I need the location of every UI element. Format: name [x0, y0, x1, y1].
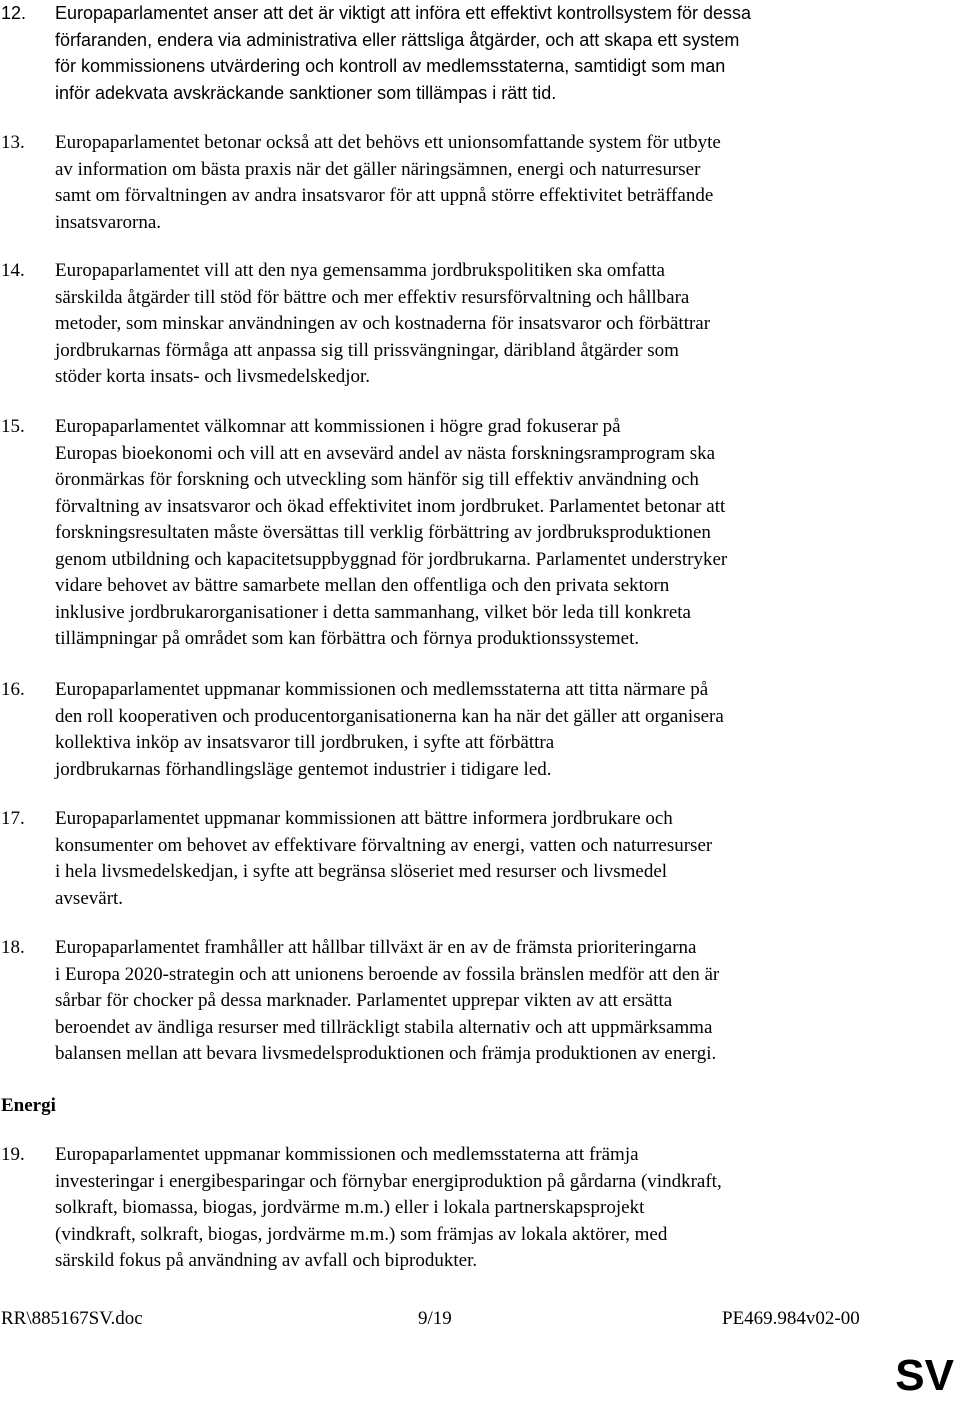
paragraph-number: 14. — [1, 260, 25, 281]
paragraph-line: Europaparlamentet vill att den nya gemensamma jordbrukspolitiken ska omfatta — [55, 260, 665, 281]
paragraph-number: 13. — [1, 132, 25, 153]
paragraph-line: stöder korta insats- och livsmedelskedjor. — [55, 366, 371, 387]
paragraph-line: i Europa 2020-strategin och att unionens beroende av fossila bränslen medför att den är — [55, 963, 720, 985]
paragraph-line: vidare behovet av bättre samarbete mellan den offentliga och den privata sektorn — [55, 575, 670, 596]
paragraph-line: i hela livsmedelskedjan, i syfte att begränsa slöseriet med resurser och livsmedel — [55, 861, 668, 882]
footer-pe-reference: PE469.984v02-00 — [722, 1308, 860, 1329]
paragraph-line: av information om bästa praxis när det gäller näringsämnen, energi och naturresurser — [55, 158, 701, 180]
paragraph-line: förvaltning av insatsvaror och ökad effektivitet inom jordbruket. Parlamentet betonar att — [55, 495, 726, 517]
paragraph-line: genom utbildning och kapacitetsuppbyggnad för jordbrukarna. Parlamentet understryker — [55, 548, 728, 570]
paragraph-line: den roll kooperativen och producentorganisationerna kan ha när det gäller att organisera — [55, 705, 724, 727]
paragraph-number: 17. — [1, 808, 25, 829]
paragraph-line: Europaparlamentet betonar också att det behövs ett unionsomfattande system för utbyte — [55, 132, 721, 153]
paragraph-line: kollektiva inköp av insatsvaror till jordbruken, i syfte att förbättra — [55, 732, 555, 753]
paragraph-line: inför adekvata avskräckande sanktioner som tillämpas i rätt tid. — [55, 82, 557, 103]
paragraph-line: jordbrukarnas förmåga att anpassa sig till prissvängningar, däribland åtgärder som — [55, 339, 679, 361]
paragraph-line: Europas bioekonomi och vill att en avsevärd andel av nästa forskningsramprogram ska — [55, 442, 716, 464]
paragraph-number: 15. — [1, 416, 25, 437]
paragraph-line: sårbar för chocker på dessa marknader. Parlamentet upprepar vikten av att ersätta — [55, 990, 673, 1011]
paragraph-line: Europaparlamentet välkomnar att kommissionen i högre grad fokuserar på — [55, 416, 621, 437]
paragraph-line: Europaparlamentet framhåller att hållbar tillväxt är en av de främsta prioriteringarna — [55, 937, 697, 958]
paragraph-number: 12. — [1, 3, 27, 23]
paragraph-line: (vindkraft, solkraft, biogas, jordvärme m.m.) som främjas av lokala aktörer, med — [55, 1223, 668, 1245]
paragraph-line: forskningsresultaten måste översättas till verklig förbättring av jordbruksproduktionen — [55, 522, 711, 543]
footer-page-number: 9/19 — [418, 1308, 452, 1329]
paragraph-line: särskilda åtgärder till stöd för bättre och mer effektiv resursförvaltning och hållbara — [55, 286, 690, 308]
paragraph-line: Europaparlamentet anser att det är viktigt att införa ett effektivt kontrollsystem för dessa — [55, 3, 752, 23]
paragraph-number: 16. — [1, 679, 25, 700]
paragraph-line: inklusive jordbrukarorganisationer i detta sammanhang, vilket bör leda till konkreta — [55, 601, 691, 623]
paragraph-line: förfaranden, endera via administrativa eller rättsliga åtgärder, och att skapa ett system — [55, 29, 740, 50]
paragraph-line: insatsvarorna. — [55, 211, 162, 233]
paragraph-line: samt om förvaltningen av andra insatsvaror för att uppnå större effektivitet beträffande — [55, 185, 714, 206]
paragraph-number: 19. — [1, 1144, 25, 1165]
paragraph-line: Europaparlamentet uppmanar kommissionen att bättre informera jordbrukare och — [55, 808, 673, 829]
paragraph-line: beroendet av ändliga resurser med tillräckligt stabila alternativ och att uppmärksamma — [55, 1016, 713, 1038]
paragraph-line: för kommissionens utvärdering och kontroll av medlemsstaterna, samtidigt som man — [55, 56, 726, 76]
paragraph-line: Europaparlamentet uppmanar kommissionen och medlemsstaterna att främja — [55, 1144, 639, 1165]
paragraph-line: öronmärkas för forskning och utveckling som hänför sig till effektiv användning och — [55, 469, 699, 490]
paragraph-line: särskild fokus på användning av avfall och biprodukter. — [55, 1250, 478, 1271]
paragraph-line: konsumenter om behovet av effektivare förvaltning av energi, vatten och naturresurser — [55, 834, 713, 856]
paragraph-line: metoder, som minskar användningen av och kostnaderna för insatsvaror och förbättrar — [55, 313, 711, 334]
section-heading: Energi — [1, 1095, 56, 1116]
language-badge: SV — [895, 1351, 954, 1400]
paragraph-line: jordbrukarnas förhandlingsläge gentemot industrier i tidigare led. — [55, 758, 552, 780]
paragraph-line: investeringar i energibesparingar och förnybar energiproduktion på gårdarna (vindkraft, — [55, 1170, 722, 1192]
paragraph-line: solkraft, biomassa, biogas, jordvärme m.m.) eller i lokala partnerskapsprojekt — [55, 1197, 645, 1218]
footer-document-reference: RR\885167SV.doc — [1, 1308, 143, 1329]
paragraph-line: tillämpningar på området som kan förbättra och förnya produktionssystemet. — [55, 628, 640, 649]
paragraph-line: balansen mellan att bevara livsmedelsproduktionen och främja produktionen av energi. — [55, 1043, 717, 1064]
paragraph-number: 18. — [1, 937, 25, 958]
paragraph-line: avsevärt. — [55, 887, 124, 909]
paragraph-line: Europaparlamentet uppmanar kommissionen och medlemsstaterna att titta närmare på — [55, 679, 709, 700]
